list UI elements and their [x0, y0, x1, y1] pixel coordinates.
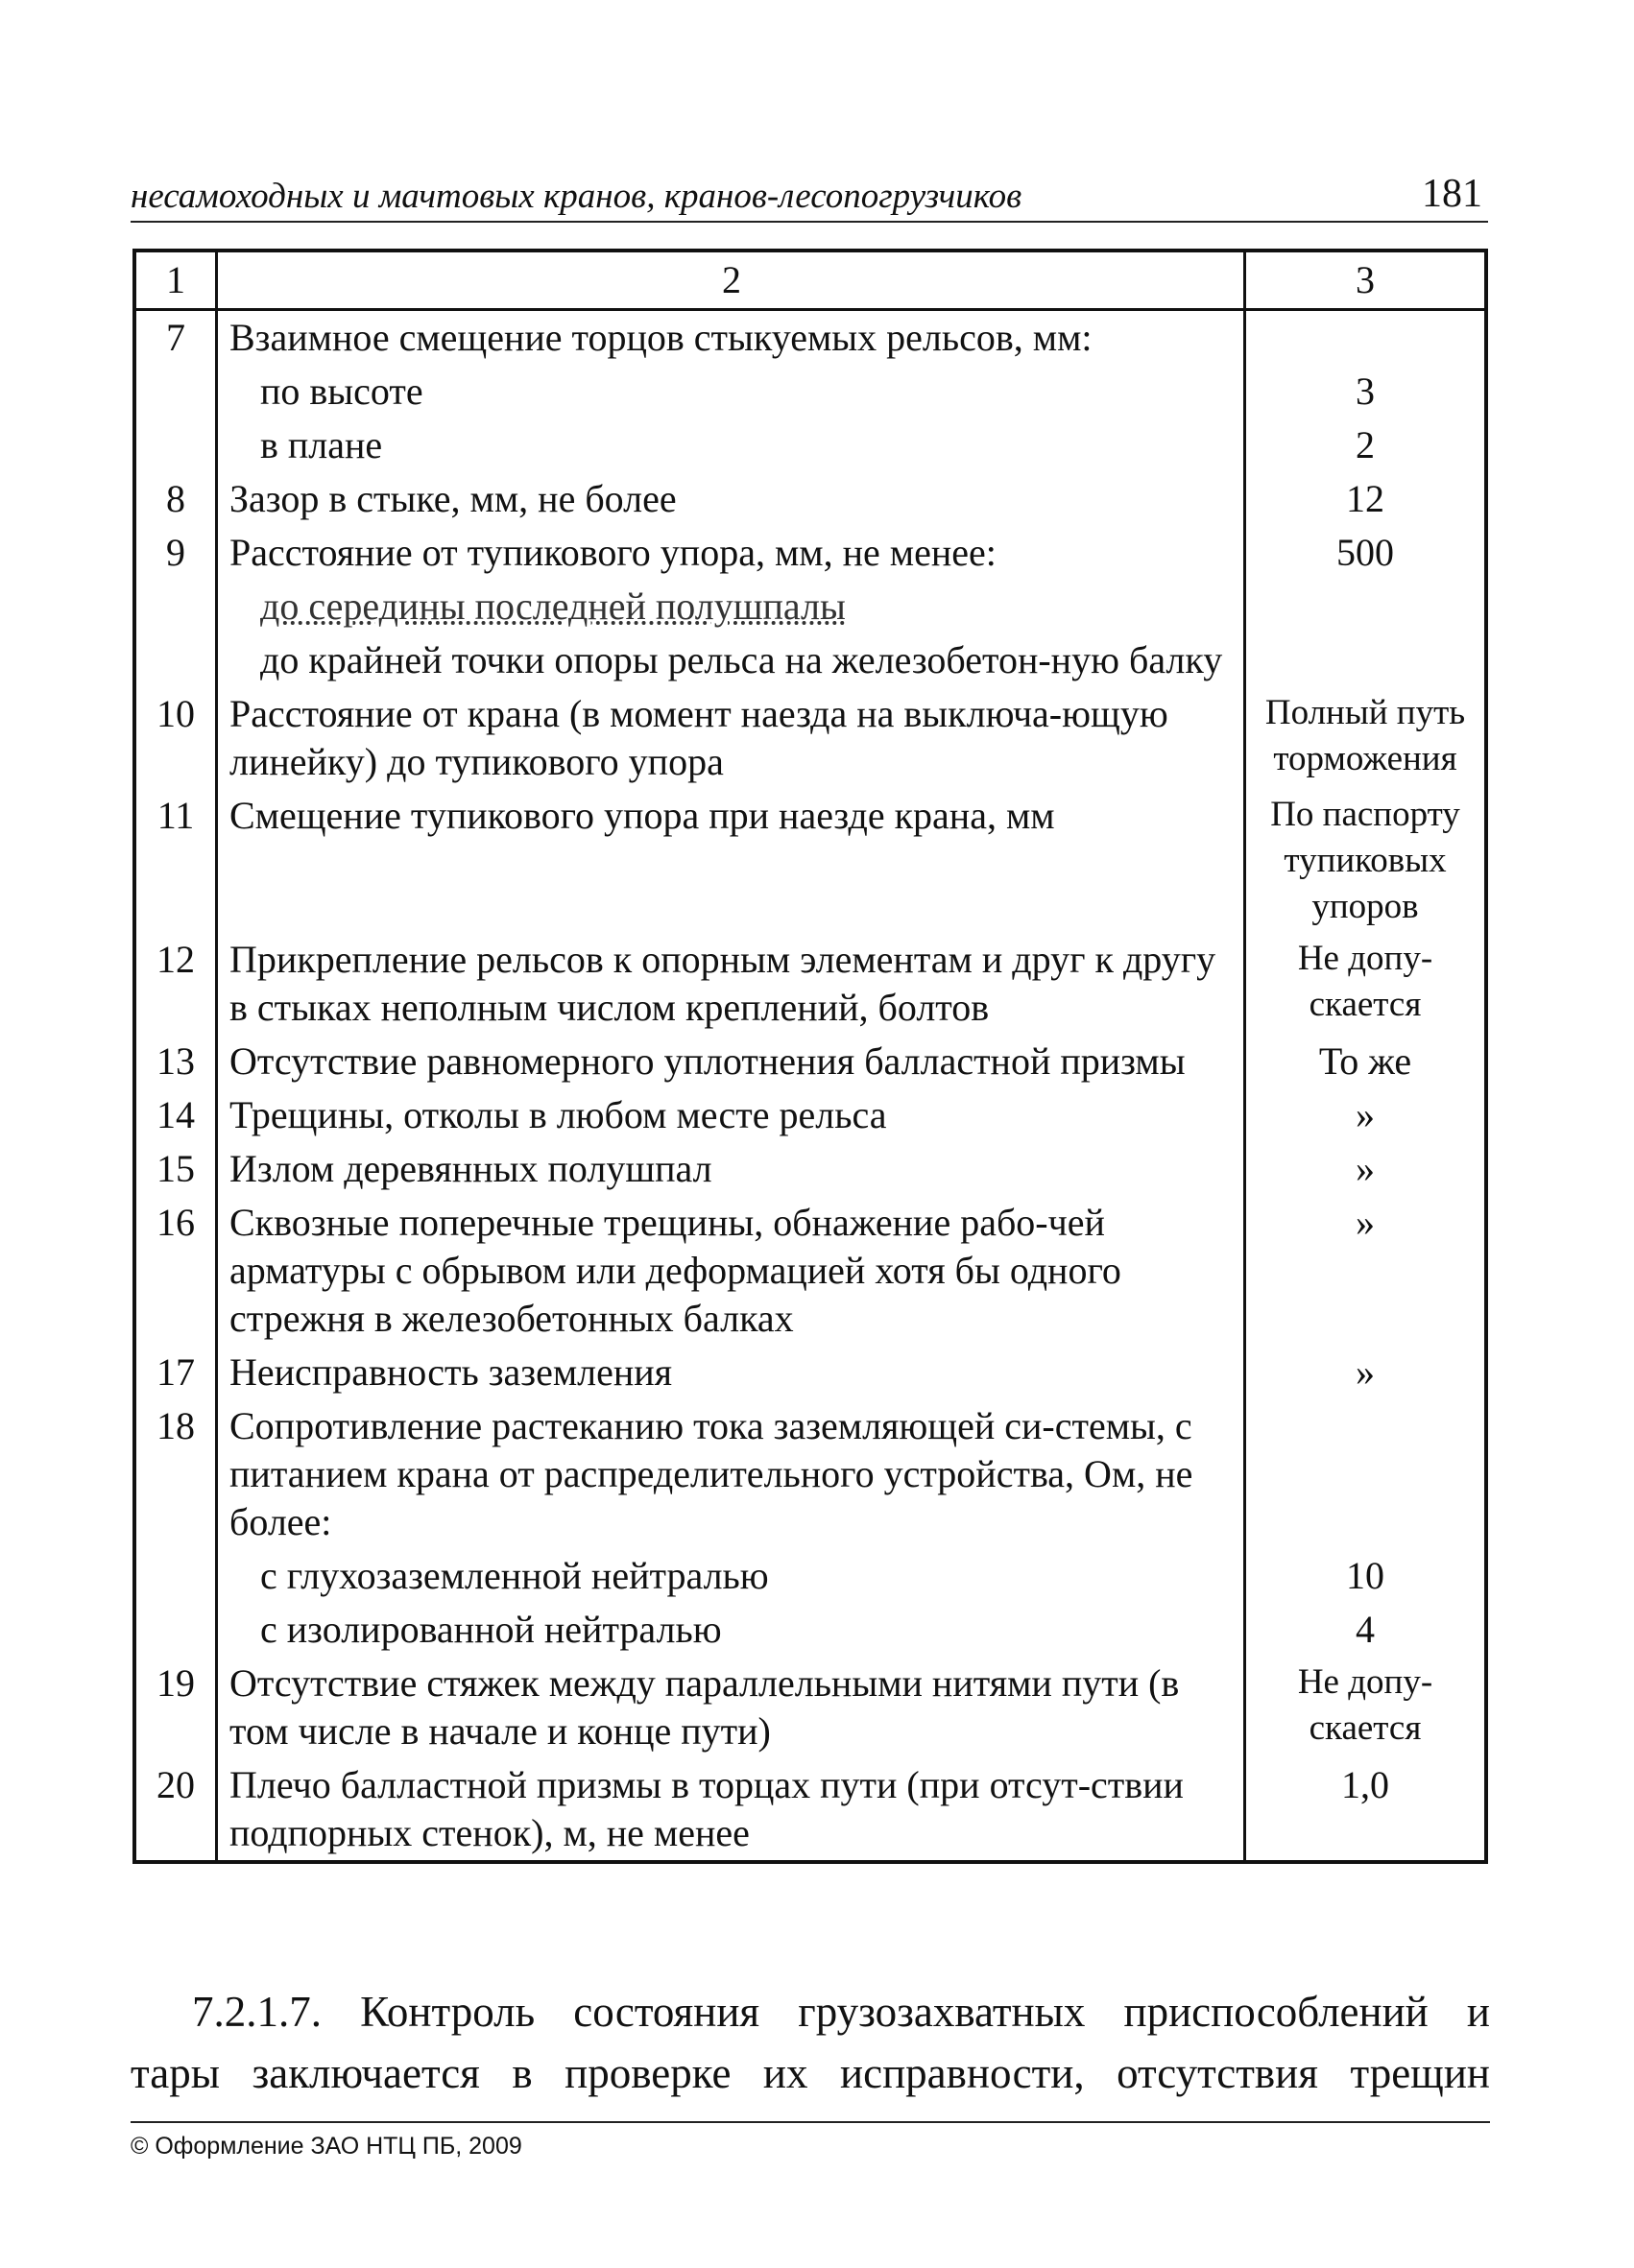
row-value — [1245, 633, 1487, 687]
table-row — [134, 472, 1486, 526]
row-value: 1,0 — [1245, 1758, 1487, 1862]
paragraph-line-2: тары заключается в проверке их исправности, отсутствия трещин — [131, 2049, 1490, 2097]
page-footer — [131, 2121, 1490, 2161]
row-value: » — [1245, 1346, 1487, 1399]
row-description-text: Неисправность заземления — [229, 1350, 673, 1394]
row-value — [1245, 580, 1487, 633]
row-description-text: Трещины, отколы в любом месте рельса — [229, 1093, 887, 1136]
table-row — [134, 310, 1486, 366]
row-value: Не допу-скается — [1245, 1657, 1487, 1758]
column-header-2: 2 — [217, 251, 1245, 310]
row-number: 18 — [134, 1399, 217, 1549]
row-description — [217, 1399, 1245, 1549]
row-description — [217, 1088, 1245, 1142]
row-description-text: Сквозные поперечные трещины, обнажение рабо-чей арматуры с обрывом или деформацией хотя бы одного стрежня в железобетонных балках — [229, 1201, 1121, 1340]
running-head — [131, 165, 1488, 223]
paragraph-line-1: 7.2.1.7. Контроль состояния грузозахватных приспособлений и — [192, 1988, 1490, 2036]
row-value: 10 — [1245, 1549, 1487, 1603]
row-description-text: Прикрепление рельсов к опорным элементам и друг к другу в стыках неполным числом креплений, болтов — [229, 938, 1216, 1029]
row-description — [217, 633, 1245, 687]
row-number: 15 — [134, 1142, 217, 1196]
row-number: 9 — [134, 526, 217, 580]
table-row — [134, 1657, 1486, 1758]
row-value: 3 — [1245, 365, 1487, 418]
column-header-1: 1 — [134, 251, 217, 310]
row-description-text: с изолированной нейтралью — [260, 1608, 722, 1651]
table-row — [134, 633, 1486, 687]
row-number: 14 — [134, 1088, 217, 1142]
row-value — [1245, 310, 1487, 366]
row-description-text: Отсутствие равномерного уплотнения балластной призмы — [229, 1039, 1186, 1083]
row-value: 500 — [1245, 526, 1487, 580]
table-row — [134, 687, 1486, 789]
row-value: » — [1245, 1196, 1487, 1346]
row-number: 12 — [134, 933, 217, 1035]
table-row — [134, 933, 1486, 1035]
running-head-title: несамоходных и мачтовых кранов, кранов-лесопогрузчиков — [131, 177, 1022, 216]
row-value — [1245, 1399, 1487, 1549]
row-description — [217, 580, 1245, 633]
row-description-text: до середины последней полушпалы — [260, 585, 846, 628]
row-value: 12 — [1245, 472, 1487, 526]
row-description — [217, 365, 1245, 418]
row-value: Полный путь торможения — [1245, 687, 1487, 789]
table-row — [134, 1142, 1486, 1196]
row-number — [134, 633, 217, 687]
row-description-text: с глухозаземленной нейтралью — [260, 1554, 769, 1597]
row-value: Не допу-скается — [1245, 933, 1487, 1035]
table-row — [134, 526, 1486, 580]
row-value: 4 — [1245, 1603, 1487, 1657]
row-description-text: Смещение тупикового упора при наезде крана, мм — [229, 794, 1055, 837]
table-row — [134, 365, 1486, 418]
row-number — [134, 365, 217, 418]
page-number: 181 — [1422, 172, 1482, 216]
row-number — [134, 1549, 217, 1603]
row-description — [217, 1142, 1245, 1196]
requirements-table — [132, 249, 1488, 1864]
row-description — [217, 1758, 1245, 1862]
row-description-text: Отсутствие стяжек между параллельными нитями пути (в том числе в начале и конце пути) — [229, 1661, 1180, 1753]
row-description — [217, 472, 1245, 526]
row-description — [217, 789, 1245, 933]
row-number: 19 — [134, 1657, 217, 1758]
copyright-text: © Оформление ЗАО НТЦ ПБ, 2009 — [131, 2133, 522, 2160]
row-number: 7 — [134, 310, 217, 366]
row-description-text: Расстояние от крана (в момент наезда на выключа-ющую линейку) до тупикового упора — [229, 692, 1168, 783]
row-description-text: Расстояние от тупикового упора, мм, не менее: — [229, 531, 997, 574]
table-row — [134, 1035, 1486, 1088]
row-value: По паспорту тупиковых упоров — [1245, 789, 1487, 933]
row-number: 11 — [134, 789, 217, 933]
row-description-text: до крайней точки опоры рельса на железобетон-ную балку — [260, 638, 1223, 681]
table-row — [134, 1346, 1486, 1399]
row-description — [217, 933, 1245, 1035]
row-number: 16 — [134, 1196, 217, 1346]
row-value: 2 — [1245, 418, 1487, 472]
row-description — [217, 687, 1245, 789]
row-description — [217, 1196, 1245, 1346]
table-row — [134, 1399, 1486, 1549]
table-row — [134, 1549, 1486, 1603]
row-description-text: Зазор в стыке, мм, не более — [229, 477, 677, 520]
row-value: » — [1245, 1088, 1487, 1142]
row-description-text: Излом деревянных полушпал — [229, 1147, 712, 1190]
row-number: 10 — [134, 687, 217, 789]
table-header-row — [134, 251, 1486, 310]
row-description — [217, 1549, 1245, 1603]
row-number: 20 — [134, 1758, 217, 1862]
body-paragraph — [131, 1981, 1490, 2104]
row-description-text: по высоте — [260, 370, 423, 413]
row-value: То же — [1245, 1035, 1487, 1088]
row-description — [217, 1603, 1245, 1657]
row-number: 8 — [134, 472, 217, 526]
table-row — [134, 1196, 1486, 1346]
row-number — [134, 418, 217, 472]
row-description — [217, 1346, 1245, 1399]
row-description — [217, 526, 1245, 580]
row-number — [134, 580, 217, 633]
column-header-3: 3 — [1245, 251, 1487, 310]
row-description — [217, 418, 1245, 472]
row-description-text: в плане — [260, 423, 383, 466]
row-description-text: Взаимное смещение торцов стыкуемых рельсов, мм: — [229, 316, 1093, 359]
table-row — [134, 1603, 1486, 1657]
table-row — [134, 580, 1486, 633]
table-row — [134, 789, 1486, 933]
row-description — [217, 1657, 1245, 1758]
row-description-text: Сопротивление растеканию тока заземляющей си-стемы, с питанием крана от распределительного устройства, Ом, не более: — [229, 1404, 1193, 1543]
table-row — [134, 1758, 1486, 1862]
row-description — [217, 310, 1245, 366]
row-number — [134, 1603, 217, 1657]
row-value: » — [1245, 1142, 1487, 1196]
row-number: 17 — [134, 1346, 217, 1399]
table-row — [134, 1088, 1486, 1142]
table-row — [134, 418, 1486, 472]
row-number: 13 — [134, 1035, 217, 1088]
row-description — [217, 1035, 1245, 1088]
row-description-text: Плечо балластной призмы в торцах пути (при отсут-ствии подпорных стенок), м, не менее — [229, 1763, 1184, 1854]
